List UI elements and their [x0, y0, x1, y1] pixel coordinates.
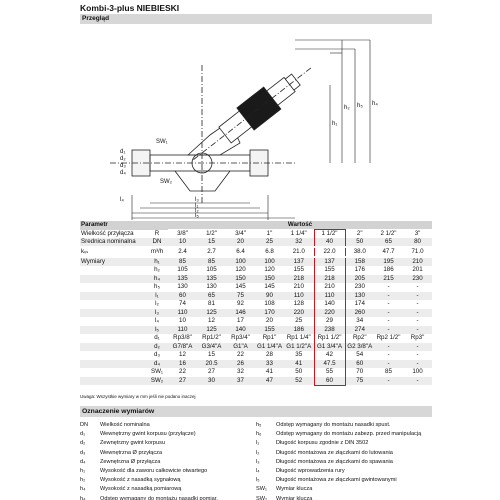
legend-title: Oznaczenie wymiarów: [80, 406, 432, 417]
table-cell: Rp2": [352, 334, 367, 342]
table-cell: 201: [412, 266, 423, 274]
table-cell: 260: [354, 308, 365, 316]
table-cell: 30: [208, 376, 215, 384]
table-cell: 186: [383, 266, 394, 274]
highlighted-cell: G1 3/4"A: [314, 343, 345, 352]
legend-symbol: SW₁: [256, 486, 267, 493]
legend-description: Zewnętrzny gwint korpusu: [100, 440, 165, 447]
table-cell: -: [416, 291, 419, 299]
table-cell: Rp2 1/2": [376, 334, 401, 342]
table-cell: 105: [206, 266, 217, 274]
overview-section-header: Przegląd: [80, 14, 432, 24]
table-cell: -: [416, 376, 419, 384]
table-cell: 2": [356, 229, 363, 237]
row-symbol: SW₂: [150, 376, 164, 384]
table-row: [80, 247, 432, 257]
legend-description: Wewnętrzny gwint korpusu (przyłącze): [100, 431, 196, 438]
table-cell: 12: [179, 351, 186, 359]
row-name: [80, 351, 146, 360]
table-cell: -: [416, 325, 419, 333]
table-cell: G1 1/2"A: [286, 342, 312, 350]
row-name: [80, 275, 146, 284]
table-cell: 155: [264, 325, 275, 333]
highlighted-cell: 40: [314, 238, 345, 247]
table-cell: Rp3": [410, 334, 425, 342]
table-cell: 100: [255, 257, 284, 266]
table-cell: 130: [177, 283, 188, 291]
row-symbol: h₂: [154, 266, 160, 274]
table-cell: Rp3/4": [231, 334, 250, 342]
table-cell: -: [387, 342, 390, 350]
table-cell: 205: [354, 274, 365, 282]
row-symbol: R: [154, 229, 160, 237]
table-row: [80, 377, 432, 386]
legend-description: Zewnętrzna Ø przyłącza: [100, 458, 161, 465]
legend-symbol: d₃: [80, 449, 86, 456]
table-cell: 1 1/4": [290, 229, 307, 237]
table-row: [80, 360, 432, 369]
table-cell: -: [416, 351, 419, 359]
row-symbol: d₁: [154, 334, 160, 342]
highlighted-cell: 60: [314, 377, 345, 386]
table-cell: 52: [295, 376, 303, 384]
legend-description: Wysokość dla zaworu całkowicie otwartego: [100, 467, 208, 474]
row-name: [80, 266, 146, 275]
row-symbol: d₃: [154, 351, 160, 359]
table-cell: -: [416, 283, 419, 291]
parameter-table: [80, 221, 432, 386]
table-cell: 17: [237, 317, 244, 325]
table-cell: 10: [179, 238, 186, 245]
legend-symbol: h₄: [80, 486, 86, 493]
table-cell: 110: [177, 325, 188, 333]
table-cell: Rp3/8": [173, 334, 192, 342]
table-row: [80, 300, 432, 309]
table-cell: 54: [356, 351, 364, 359]
row-name: [80, 334, 146, 343]
legend-item: [256, 485, 432, 494]
table-cell: 174: [354, 300, 365, 308]
table-cell: 120: [235, 266, 246, 274]
legend-item: [256, 421, 432, 430]
label-h4: h₄: [372, 101, 378, 107]
table-cell: 50: [356, 238, 364, 245]
highlighted-cell: 55: [314, 368, 345, 377]
legend-description: Odstęp wymagany do montażu nasadki spust.: [276, 422, 391, 428]
table-cell: G1 1/4"A: [257, 342, 282, 350]
table-cell: -: [416, 300, 419, 308]
table-cell: 38.0: [345, 247, 374, 257]
table-cell: 230: [354, 283, 365, 291]
table-cell: 20.5: [205, 359, 218, 367]
highlighted-cell: 140: [314, 300, 345, 309]
table-cell: 2 1/2": [380, 229, 397, 237]
legend-item: [256, 476, 432, 485]
legend-description: Odstęp wymagany do montażu zabezp. przed manipulacją: [276, 431, 422, 438]
table-cell: 135: [177, 274, 188, 282]
table-cell: 10: [179, 317, 186, 325]
table-cell: 1/2": [206, 229, 217, 237]
table-cell: 27: [179, 376, 186, 384]
table-cell: 27: [208, 368, 215, 376]
table-cell: -: [416, 342, 419, 350]
row-name: [80, 292, 146, 301]
label-l4: l₄: [120, 197, 124, 203]
table-cell: 155: [293, 266, 304, 274]
table-cell: -: [387, 300, 390, 308]
table-cell: 100: [412, 368, 423, 376]
table-cell: 71.0: [403, 247, 432, 257]
table-cell: 218: [293, 274, 304, 282]
table-cell: 32: [237, 368, 244, 376]
row-symbol: h₁: [146, 257, 168, 266]
page-title: Kombi-3-plus NIEBIESKI: [80, 3, 180, 13]
header-value: Wartość: [287, 221, 313, 228]
legend-item: [256, 430, 432, 439]
table-cell: 108: [264, 300, 275, 308]
table-cell: 47.7: [374, 247, 403, 257]
table-cell: 220: [293, 308, 304, 316]
row-name: [80, 317, 146, 326]
table-row: [80, 275, 432, 284]
table-cell: 6.8: [255, 247, 284, 257]
table-row: [80, 238, 432, 247]
row-name: [80, 343, 146, 352]
table-cell: 16: [179, 359, 186, 367]
table-cell: 20: [266, 317, 273, 325]
row-symbol: l₅: [155, 325, 159, 333]
table-row: [80, 343, 432, 352]
table-cell: 65: [208, 291, 215, 299]
row-symbol: DN: [152, 238, 162, 245]
legend-description: Wysokość z nasadką pomiarową: [100, 486, 182, 493]
legend-symbol: l₅: [256, 477, 260, 484]
legend-description: Wysokość z nasadką sygnałową: [100, 477, 181, 484]
table-cell: 195: [374, 257, 403, 266]
legend-description: Długość korpusu zgodnie z DIN 3502: [276, 440, 369, 447]
row-symbol: l₄: [155, 317, 159, 325]
legend-description: Wymiar klucza: [276, 495, 313, 500]
table-cell: 20: [237, 238, 244, 245]
legend-symbol: l₄: [256, 467, 260, 474]
table-cell: 41: [295, 359, 303, 367]
table-row: [80, 283, 432, 292]
table-cell: 3/4": [235, 229, 246, 237]
table-cell: 105: [177, 266, 188, 274]
legend-description: Długość montażowa ze złączkami gwintowanymi: [276, 477, 397, 484]
table-cell: 137: [284, 257, 314, 266]
table-cell: 70: [356, 368, 364, 376]
table-cell: 100: [226, 257, 255, 266]
legend-symbol: l₂: [256, 449, 260, 456]
table-cell: G3/4"A: [201, 342, 222, 350]
legend-symbol: d₄: [80, 458, 86, 465]
row-symbol: m³/h: [146, 247, 168, 257]
table-cell: -: [387, 283, 390, 291]
highlighted-cell: 210: [314, 283, 345, 292]
legend-description: Wielkość nominalna: [100, 422, 150, 428]
table-cell: 1": [266, 229, 273, 237]
row-symbol: l₁: [155, 291, 159, 299]
table-cell: 26: [237, 359, 244, 367]
legend-item: [80, 458, 256, 467]
table-cell: 85: [385, 368, 392, 376]
legend-item: [80, 430, 256, 439]
legend-symbol: l₁: [256, 440, 260, 447]
table-cell: 50: [295, 368, 303, 376]
table-cell: 85: [197, 257, 226, 266]
table-cell: 41: [266, 368, 273, 376]
legend-symbol: h₁: [80, 467, 85, 474]
table-cell: 60: [356, 359, 364, 367]
table-cell: -: [387, 376, 390, 384]
table-cell: 3/8": [177, 229, 188, 237]
table-cell: 274: [354, 325, 365, 333]
legend-symbol: l₃: [256, 458, 260, 465]
highlighted-cell: 22.0: [314, 247, 345, 257]
table-cell: G1"A: [233, 342, 248, 350]
table-cell: 85: [168, 257, 197, 266]
table-cell: Rp1": [262, 334, 277, 342]
highlighted-cell: 47.5: [314, 360, 345, 369]
legend-symbol: h₅: [256, 422, 262, 428]
table-row: [80, 230, 432, 239]
label-d3: d₃: [120, 163, 126, 169]
table-cell: 130: [354, 291, 365, 299]
footnote: Uwaga: Wszystkie wymiary w mm jeśli nie podano inaczej: [80, 394, 196, 399]
table-cell: 28: [266, 351, 273, 359]
row-name: [80, 283, 146, 292]
table-cell: 80: [414, 238, 421, 245]
table-cell: 145: [264, 283, 275, 291]
legend-item: [256, 467, 432, 476]
table-cell: 75: [237, 291, 244, 299]
table-cell: 15: [208, 238, 215, 245]
label-l2: l₂: [195, 208, 199, 214]
legend-description: Długość montażowa ze złączkami do lutowania: [276, 449, 393, 456]
legend-item: [80, 467, 256, 476]
table-row: [80, 317, 432, 326]
length-dimensions: [132, 195, 295, 220]
table-cell: -: [416, 317, 419, 325]
table-row: [80, 334, 432, 343]
legend-item: [80, 439, 256, 448]
row-symbol: SW₁: [150, 368, 164, 376]
table-cell: 150: [264, 274, 275, 282]
highlighted-cell: 218: [314, 275, 345, 284]
table-cell: 230: [412, 274, 423, 282]
legend-item: [256, 495, 432, 500]
legend-description: Wewnętrzna Ø przyłącza: [100, 449, 163, 456]
legend-item: [80, 485, 256, 494]
row-symbol: d₂: [154, 342, 160, 350]
table-cell: 110: [177, 308, 188, 316]
label-d4: d₄: [120, 170, 126, 176]
row-name: [80, 368, 146, 377]
table-cell: 3": [414, 229, 421, 237]
table-cell: 33: [266, 359, 273, 367]
legend-symbol: DN: [80, 422, 89, 428]
table-row: [80, 351, 432, 360]
label-h1: h₁: [332, 121, 338, 127]
highlighted-cell: 238: [314, 326, 345, 335]
table-cell: 110: [293, 291, 304, 299]
legend-symbol: h₂: [80, 477, 86, 484]
table-cell: 135: [206, 274, 217, 282]
highlighted-cell: 1 1/2": [314, 230, 345, 239]
table-cell: 215: [383, 274, 394, 282]
table-cell: 146: [235, 308, 246, 316]
table-cell: 120: [264, 266, 275, 274]
highlighted-cell: 155: [314, 266, 345, 275]
label-d1: d₁: [120, 149, 126, 155]
table-cell: 60: [179, 291, 186, 299]
table-cell: -: [387, 308, 390, 316]
row-name: [80, 326, 146, 335]
legend-item: [80, 421, 256, 430]
legend-symbol: d₁: [80, 431, 85, 438]
table-row: [80, 309, 432, 318]
table-header-row: [80, 221, 432, 230]
table-cell: 34: [356, 317, 364, 325]
table-cell: 22: [179, 368, 186, 376]
legend-symbol: d₂: [80, 440, 86, 447]
legend-symbol: h₆: [256, 431, 262, 438]
table-cell: -: [387, 291, 390, 299]
row-name: [80, 309, 146, 318]
table-cell: 130: [206, 283, 217, 291]
table-cell: 21.0: [284, 247, 314, 257]
table-cell: 47: [266, 376, 273, 384]
table-cell: 15: [208, 351, 215, 359]
highlighted-cell: 220: [314, 309, 345, 318]
row-name: Wielkość przyłącza: [81, 229, 134, 237]
label-sw2: SW₂: [160, 179, 172, 185]
table-row: [80, 257, 432, 266]
valve-body-outline: [110, 56, 320, 205]
table-cell: 35: [295, 351, 303, 359]
header-parameter: Parametr: [81, 221, 108, 229]
table-row: [80, 326, 432, 335]
row-symbol: l₂: [155, 300, 159, 308]
table-cell: -: [416, 308, 419, 316]
table-cell: 140: [235, 325, 246, 333]
legend-symbol: SW₂: [256, 495, 268, 500]
legend-description: Odstęp wymagany do montażu nasadki pomiar.: [100, 495, 218, 500]
table-cell: 65: [385, 238, 392, 245]
legend-description: Długość montażowa ze złączkami do spawania: [276, 458, 393, 465]
table-cell: G7/8"A: [172, 342, 193, 350]
table-row: [80, 368, 432, 377]
table-cell: 125: [206, 308, 217, 316]
table-cell: 2.7: [197, 247, 226, 257]
legend-item: [80, 495, 256, 500]
label-d2: d₂: [120, 156, 126, 162]
legend-description: Długość wprowadzenia rury: [276, 467, 345, 474]
height-dimensions: [295, 40, 370, 163]
table-cell: 25: [295, 317, 303, 325]
row-name: Wymiary: [80, 257, 146, 266]
table-cell: 37: [237, 376, 244, 384]
label-h5: h₅: [357, 103, 363, 109]
legend-item: [256, 449, 432, 458]
legend-description: Wymiar klucza: [276, 486, 313, 493]
row-name: Średnica nominalna: [81, 238, 136, 245]
table-cell: 2.4: [168, 247, 197, 257]
table-cell: -: [387, 317, 390, 325]
highlighted-cell: 110: [314, 292, 345, 301]
highlighted-cell: 29: [314, 317, 345, 326]
highlighted-cell: 42: [314, 351, 345, 360]
table-cell: -: [416, 359, 419, 367]
table-cell: G2 3/8"A: [347, 342, 373, 350]
table-cell: 75: [356, 376, 364, 384]
legend-item: [256, 439, 432, 448]
legend-right-column: [256, 421, 432, 500]
table-cell: -: [387, 325, 390, 333]
row-name: [80, 360, 146, 369]
table-cell: Rp1 1/4": [286, 334, 311, 342]
table-cell: 74: [179, 300, 186, 308]
row-symbol: d₄: [154, 359, 160, 367]
row-name: kᵥₛ: [80, 247, 146, 257]
legend-symbol: h₄: [80, 495, 86, 500]
label-l5: l₅: [195, 213, 199, 219]
legend-item: [80, 449, 256, 458]
label-l1: l₁: [195, 203, 199, 209]
table-cell: 81: [208, 300, 215, 308]
table-cell: 12: [208, 317, 215, 325]
table-cell: 128: [293, 300, 304, 308]
table-cell: 92: [237, 300, 244, 308]
table-cell: 6.4: [226, 247, 255, 257]
legend-left-column: [80, 421, 256, 500]
label-sw1: SW₁: [156, 139, 168, 145]
table-row: [80, 292, 432, 301]
row-symbol: l₃: [155, 308, 159, 316]
table-cell: 32: [295, 238, 303, 245]
table-cell: 145: [235, 283, 246, 291]
table-cell: 170: [264, 308, 275, 316]
row-name: [80, 300, 146, 309]
highlighted-cell: Rp1 1/2": [314, 334, 345, 343]
table-cell: 90: [266, 291, 273, 299]
table-cell: Rp1/2": [202, 334, 221, 342]
table-cell: 150: [235, 274, 246, 282]
table-cell: 158: [345, 257, 374, 266]
row-symbol: h₅: [154, 283, 160, 291]
row-symbol: h₄: [154, 274, 160, 282]
row-name: [80, 377, 146, 386]
valve-technical-drawing: [80, 25, 432, 220]
legend-item: [256, 458, 432, 467]
table-cell: 125: [206, 325, 217, 333]
table-cell: 210: [293, 283, 304, 291]
label-h2: h₂: [344, 105, 350, 111]
table-cell: -: [387, 359, 390, 367]
table-cell: -: [387, 351, 390, 359]
table-cell: 22: [237, 351, 244, 359]
highlighted-cell: 137: [314, 257, 345, 266]
table-cell: 186: [293, 325, 304, 333]
legend-item: [80, 476, 256, 485]
table-cell: 210: [403, 257, 432, 266]
table-cell: 25: [266, 238, 273, 245]
table-row: [80, 266, 432, 275]
label-l3: l₃: [195, 197, 199, 203]
table-cell: 176: [354, 266, 365, 274]
